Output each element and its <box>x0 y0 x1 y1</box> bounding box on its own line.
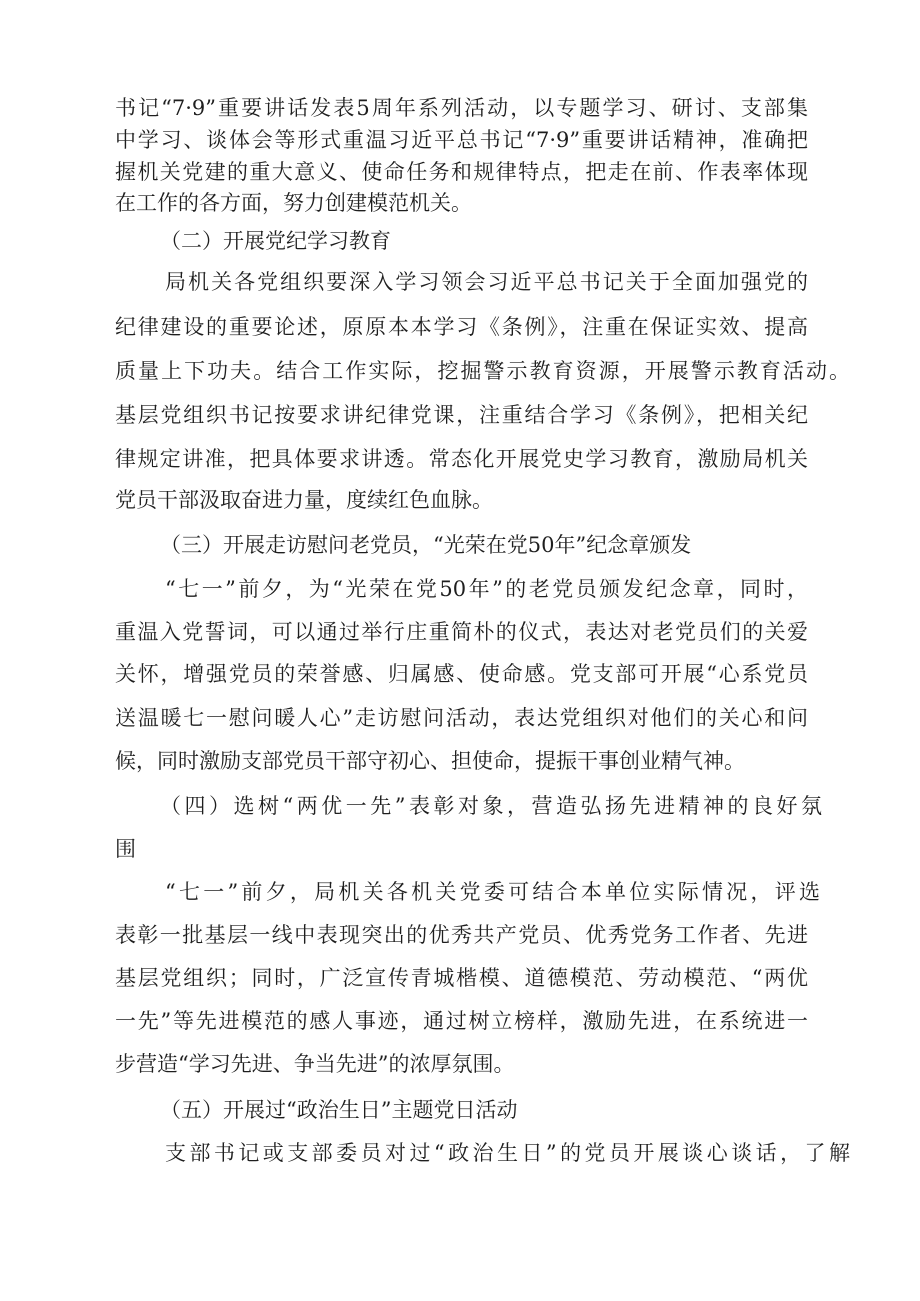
section-heading: （二）开展党纪学习教育 <box>160 229 391 253</box>
section-heading: （五）开展过“政治生日”主题党日活动 <box>160 1098 518 1122</box>
paragraph-line: 基层党组织书记按要求讲纪律党课，注重结合学习《条例》，把相关纪 <box>115 403 808 427</box>
paragraph-line: 送温暖七一慰问暖人心”走访慰问活动，表达党组织对他们的关心和问 <box>115 706 808 730</box>
section-heading: （四）选树“两优一先”表彰对象，营造弘扬先进精神的良好氛 <box>160 794 822 818</box>
paragraph-line: 候，同时激励支部党员干部守初心、担使命，提振干事创业精气神。 <box>115 749 745 773</box>
paragraph-line: 在工作的各方面，努力创建模范机关。 <box>115 191 472 215</box>
paragraph-line: “七一”前夕，为“光荣在党50年”的老党员颁发纪念章，同时， <box>165 577 808 601</box>
paragraph-line: 党员干部汲取奋进力量，度续红色血脉。 <box>115 488 493 512</box>
section-heading: （三）开展走访慰问老党员，“光荣在党50年”纪念章颁发 <box>160 533 692 557</box>
paragraph-line: “七一”前夕，局机关各机关党委可结合本单位实际情况，评选 <box>165 880 820 904</box>
paragraph-line: 表彰一批基层一线中表现突出的优秀共产党员、优秀党务工作者、先进 <box>115 923 808 947</box>
paragraph-line: 关怀，增强党员的荣誉感、归属感、使命感。党支部可开展“心系党员 <box>115 662 808 686</box>
paragraph-line: 书记“7·9”重要讲话发表5周年系列活动，以专题学习、研讨、支部集 <box>115 96 808 120</box>
paragraph-line: 支部书记或支部委员对过“政治生日”的党员开展谈心谈话，了解 <box>165 1141 850 1165</box>
paragraph-line: 基层党组织；同时，广泛宣传青城楷模、道德模范、劳动模范、“两优 <box>115 966 808 990</box>
paragraph-line: 律规定讲准，把具体要求讲透。常态化开展党史学习教育，激励局机关 <box>115 447 808 471</box>
paragraph-line: 局机关各党组织要深入学习领会习近平总书记关于全面加强党的 <box>165 270 808 294</box>
paragraph-line: 重温入党誓词，可以通过举行庄重简朴的仪式，表达对老党员们的关爱 <box>115 620 808 644</box>
paragraph-line: 中学习、谈体会等形式重温习近平总书记“7·9”重要讲话精神，准确把 <box>115 128 808 152</box>
paragraph-line: 步营造“学习先进、争当先进”的浓厚氛围。 <box>115 1052 515 1076</box>
paragraph-line: 纪律建设的重要论述，原原本本学习《条例》，注重在保证实效、提高 <box>115 315 808 339</box>
paragraph-line: 一先”等先进模范的感人事迹，通过树立榜样，激励先进，在系统进一 <box>115 1009 808 1033</box>
paragraph-line: 质量上下功夫。结合工作实际，挖掘警示教育资源，开展警示教育活动。 <box>115 359 850 383</box>
paragraph-line: 握机关党建的重大意义、使命任务和规律特点，把走在前、作表率体现 <box>115 160 808 184</box>
section-heading-continuation: 围 <box>115 837 136 861</box>
